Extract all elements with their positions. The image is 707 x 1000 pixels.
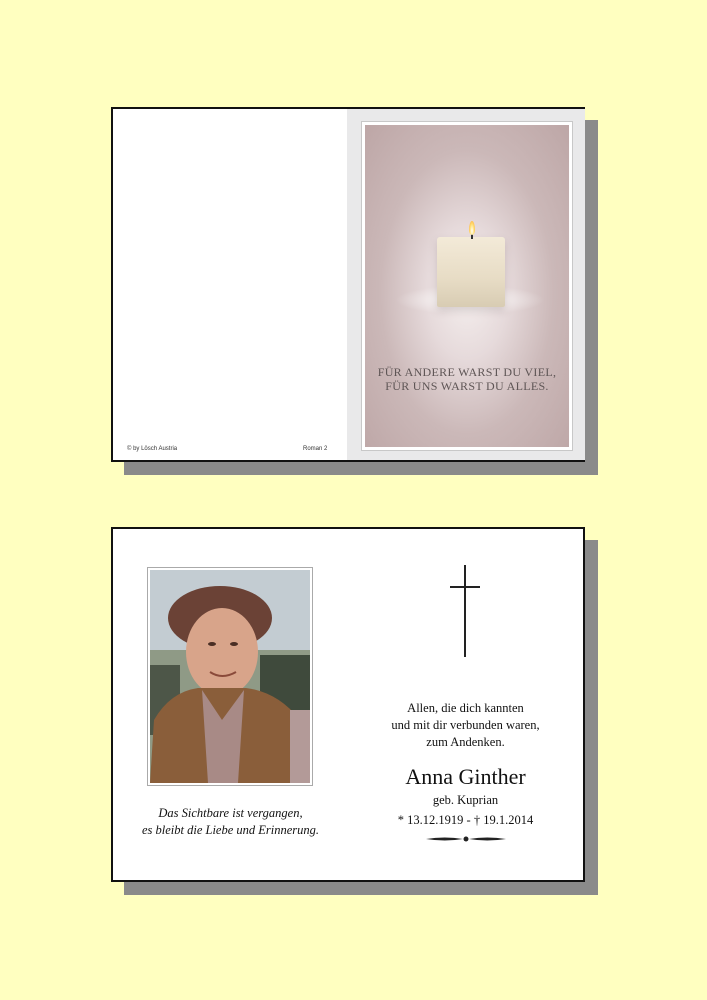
cross-icon-bar: [450, 586, 480, 588]
photo-quote: Das Sichtbare ist vergangen, es bleibt die Liebe und Erinnerung.: [141, 806, 320, 837]
imprint-model: Roman 2: [303, 446, 328, 452]
life-dates: * 13.12.1919 - † 19.1.2014: [397, 813, 534, 827]
ornament-divider-icon: [425, 835, 507, 843]
portrait-illustration: [150, 570, 310, 783]
maiden-name: geb. Kuprian: [432, 793, 499, 807]
cross-icon: [464, 565, 466, 657]
card-inside: [111, 527, 585, 882]
portrait-photo: [150, 570, 310, 783]
deceased-name: Anna Ginther: [405, 764, 526, 789]
candle-icon: [437, 237, 505, 307]
cover-quote: FÜR ANDERE WARST DU VIEL, FÜR UNS WARST DU ALLES.: [377, 365, 557, 393]
flame-icon: [469, 221, 475, 235]
card-front: [111, 107, 585, 462]
candle-image: [365, 125, 569, 447]
dedication-text: Allen, die dich kannten und mit dir verbunden waren, zum Andenken.: [391, 701, 540, 749]
imprint-publisher: © by Lösch Austria: [127, 446, 178, 452]
